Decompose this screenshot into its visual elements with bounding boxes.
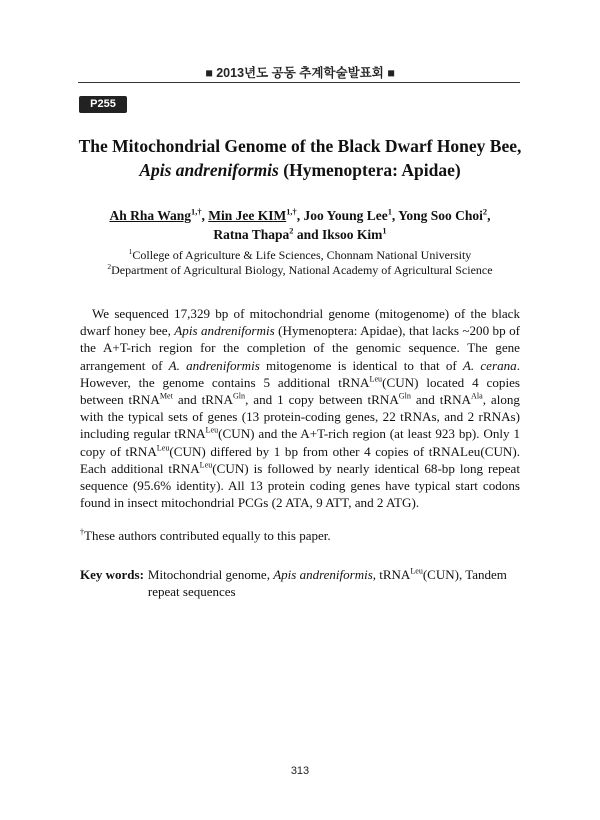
abstract-text: (CUN) differed by 1 bp from other 4 copies of tRNALeu(CUN). Each additional tRNA [80, 443, 520, 476]
page-number: 313 [290, 765, 310, 777]
author-name: Iksoo Kim [322, 227, 383, 242]
trna-superscript: Gln [232, 391, 246, 401]
affiliation-text: Department of Agricultural Biology, National Academy of Agricultural Science [111, 263, 493, 277]
author-affil-sup: 2 [482, 207, 488, 217]
author-affil-sup: 1 [387, 207, 392, 217]
trna-superscript: Leu [156, 443, 170, 453]
species-name: A. cerana [462, 357, 517, 373]
header-divider [78, 82, 520, 83]
abstract-text: . However, the genome contains 5 additional tRNA [80, 357, 520, 390]
author-affil-sup: 1,† [191, 207, 202, 217]
abstract-body [80, 305, 520, 511]
author-affil-sup: 1,† [286, 207, 297, 217]
author-name: Ratna Thapa [213, 227, 290, 242]
author-name: Joo Young Lee [303, 208, 388, 223]
species-name: Apis andreniformis [273, 567, 373, 582]
keyword-text: , tRNA [372, 567, 411, 582]
paper-title [60, 134, 540, 182]
keywords-list [148, 566, 520, 600]
abstract-text: , along with the typical sets of genes (13 protein-coding genes, 22 tRNAs, and 2 rRNAs) including regular tRNA [80, 392, 520, 442]
affiliations [60, 248, 540, 278]
trna-superscript: Met [159, 391, 173, 401]
author-affil-sup: 1 [382, 226, 387, 236]
affiliation-item [60, 263, 540, 278]
author-list: Ah Rha Wang$^{1,\dagger}$, Min Jee $KIM^{1,\dagger}$, Joo Young Lee$^1$, Yong Soo Choi$^2$, Ratna Thapa$^2$ and Iksoo Kim$^1$ [109, 207, 491, 242]
footnote-text: These authors contributed equally to this paper. [84, 528, 331, 543]
abstract-text: (CUN) is followed by nearly identical 68-bp long repeat sequence (95.6% identity). All 13 protein coding genes have typical start codons found in insect mitochondrial PCGs (2 ATA, 9 ATT, and 2 ATG). [80, 460, 520, 511]
keywords-label: Key words: [80, 567, 144, 582]
title-line-2: (Hymenoptera: Apidae) [278, 160, 461, 180]
abstract-text: (Hymenoptera: Apidae), that lacks ~200 bp of the A+T-rich region for the completion of the genomic sequence. The gene arrangement of [80, 323, 520, 373]
species-name: Apis andreniformis [174, 323, 275, 339]
abstract-paragraph [80, 305, 520, 511]
author-footnote [80, 527, 520, 544]
trna-superscript: Leu [205, 426, 219, 436]
affiliation-text: College of Agriculture & Life Sciences, Chonnam National University [132, 248, 472, 262]
title-line-1: The Mitochondrial Genome of the Black Dwarf Honey Bee, [78, 136, 522, 156]
abstract-text: , and 1 copy between tRNA [245, 392, 399, 408]
trna-superscript: Leu [369, 374, 383, 384]
abstract-text: mitogenome is identical to that of [259, 357, 463, 373]
affiliation-sup: 1 [128, 247, 133, 256]
abstract-text: (CUN) and the A+T-rich region (at least 923 bp). Only 1 copy of tRNA [80, 426, 520, 459]
abstract-text: and tRNA [172, 392, 233, 408]
author-affil-sup: 2 [289, 226, 294, 236]
title-species: Apis andreniformis [139, 160, 279, 180]
trna-superscript: Ala [470, 391, 483, 401]
trna-superscript: Leu [199, 460, 213, 470]
keyword-text: Mitochondrial genome, [147, 567, 274, 582]
keyword-text: (CUN), Tandem repeat sequences [147, 567, 507, 599]
poster-id-badge: P255 [79, 96, 127, 113]
affiliation-sup: 2 [107, 262, 112, 271]
abstract-text: We sequenced 17,329 bp of mitochondrial genome (mitogenome) of the black dwarf honey bee, [80, 306, 520, 339]
abstract-text: (CUN) located 4 copies between tRNA [80, 374, 520, 408]
affiliation-item [60, 248, 540, 263]
abstract-text: and tRNA [410, 392, 471, 408]
author-name: Yong Soo Choi [398, 208, 483, 223]
trna-superscript: Leu [410, 566, 423, 576]
author-name: Ah Rha Wang [109, 208, 192, 223]
author-name: Min Jee KIM [208, 208, 287, 223]
species-name: A. andreniformis [168, 357, 260, 373]
proceedings-header: ■ 2013년도 공동 추계학술발표회 ■ [205, 66, 395, 80]
footnote-dagger: † [80, 527, 85, 537]
keywords [80, 566, 520, 600]
trna-superscript: Gln [398, 391, 411, 401]
